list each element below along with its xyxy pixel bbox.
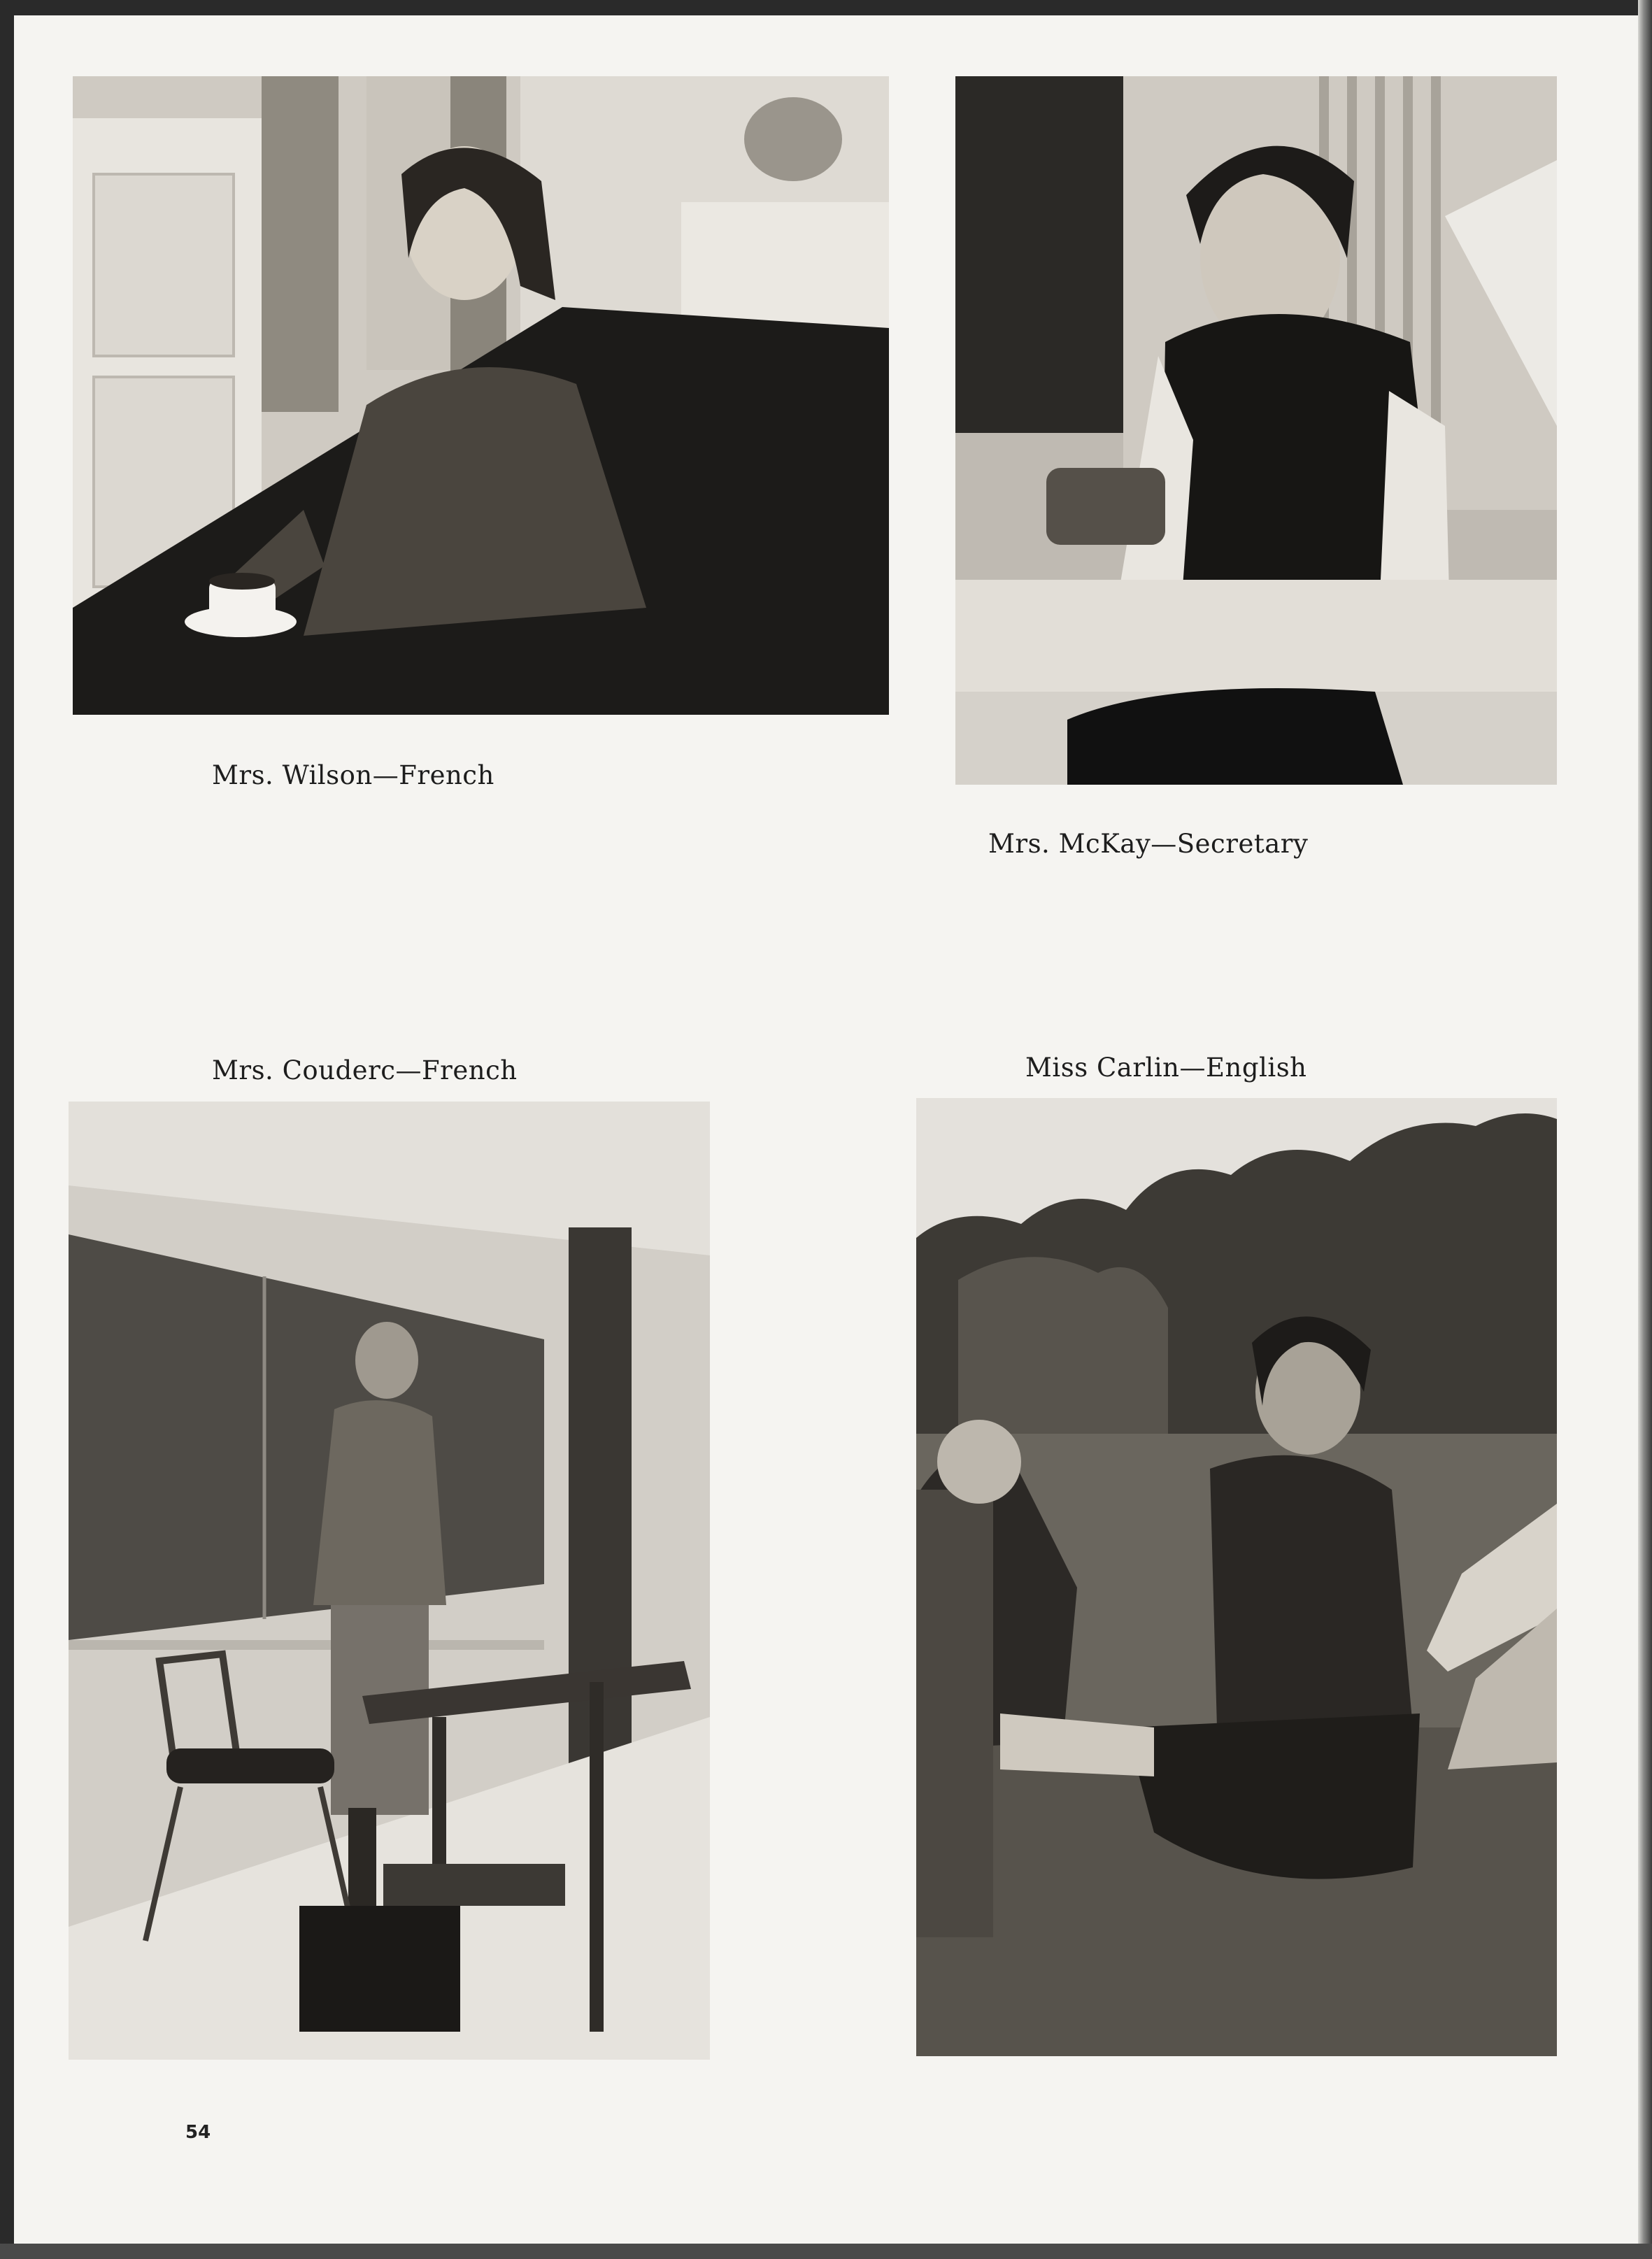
caption-couderc: Mrs. Couderc—French — [212, 1055, 518, 1085]
photo-mckay — [955, 76, 1557, 785]
photo-couderc — [69, 1102, 710, 2060]
page-spine-edge — [1638, 0, 1652, 2259]
photo-wilson — [73, 76, 889, 715]
page-number: 54 — [185, 2122, 211, 2143]
caption-carlin: Miss Carlin—English — [1025, 1053, 1307, 1083]
caption-mckay: Mrs. McKay—Secretary — [988, 829, 1309, 859]
page-bottom-edge — [0, 2244, 1652, 2259]
yearbook-page — [14, 15, 1638, 2245]
caption-wilson: Mrs. Wilson—French — [212, 760, 494, 790]
photo-carlin — [916, 1098, 1557, 2056]
